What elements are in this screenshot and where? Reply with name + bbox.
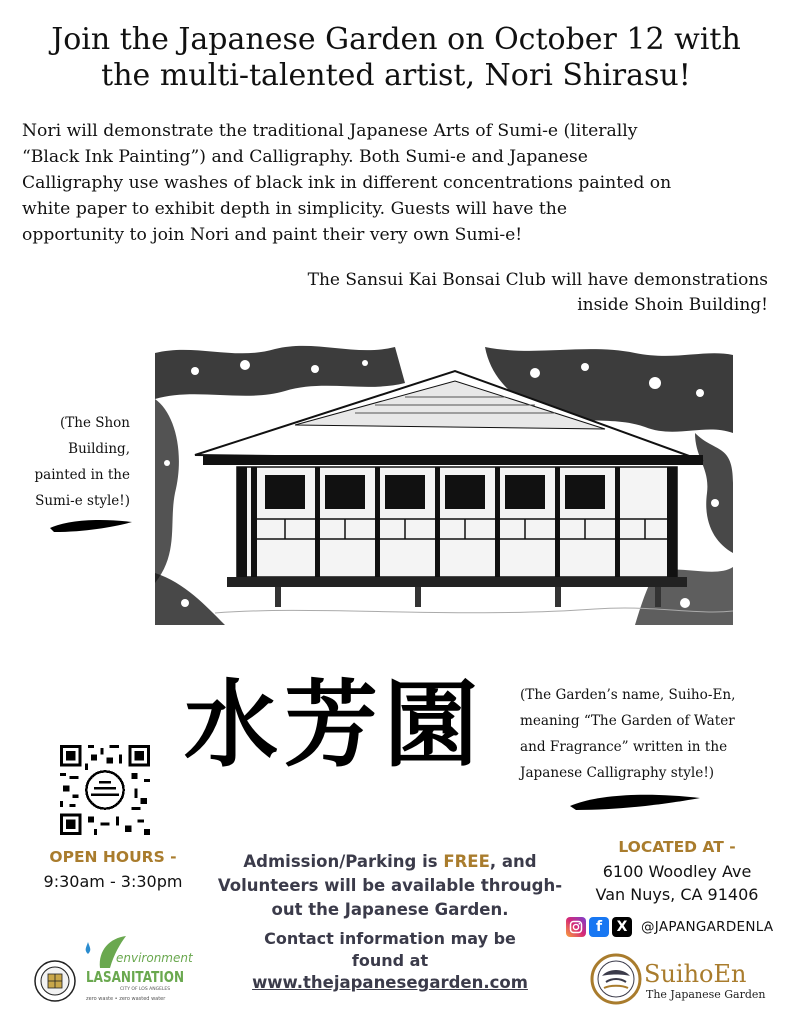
contact-line: found at [351,951,429,970]
address-line: Van Nuys, CA 91406 [595,885,759,904]
bonsai-line: inside Shoin Building! [577,295,768,315]
address-line: 6100 Woodley Ave [602,862,752,881]
caption-line: Building, [68,441,130,457]
shoin-building-illustration [155,343,733,625]
calligraphy-caption [520,682,780,786]
illustration-caption [30,410,130,514]
city-seal-logo [34,960,76,1002]
caption-line: (The Shon [59,415,130,431]
contact-line: Contact information may be [264,929,516,948]
contact-info [210,928,570,972]
free-highlight: FREE [443,852,490,871]
admission-line: out the Japanese Garden. [271,900,509,919]
caption-line: meaning “The Garden of Water [520,713,735,729]
caption-line: and Fragrance” written in the [520,739,728,755]
suihoen-calligraphy: 水芳園 [184,670,485,780]
lasan-environment-text: environment [116,951,193,965]
brush-stroke-decoration [568,790,702,814]
intro-line: Calligraphy use washes of black ink in different concentrations painted on [22,173,672,193]
admission-info [210,850,570,922]
suihoen-logo [590,952,780,1006]
address [582,860,772,906]
title-line-2: the multi-talented artist, Nori Shirasu! [101,58,691,93]
admission-prefix: Admission/Parking is [243,852,444,871]
instagram-icon[interactable] [566,917,586,937]
caption-line: Japanese Calligraphy style!) [520,765,715,781]
caption-line: painted in the [34,467,130,483]
brush-stroke-decoration [48,514,134,536]
lasan-tagline: zero waste • zero wasted water [86,996,166,1002]
la-sanitation-logo [80,932,193,1006]
website-link[interactable]: www.thejapanesegarden.com [252,973,528,992]
admission-suffix: , and [489,852,537,871]
caption-line: (The Garden’s name, Suiho-En, [520,687,736,703]
x-icon[interactable]: X [612,917,632,937]
location-label: LOCATED AT - [618,838,736,856]
page-title [0,22,792,94]
bonsai-line: The Sansui Kai Bonsai Club will have demonstrations [307,270,768,290]
caption-line: Sumi-e style!) [35,493,130,509]
admission-line [210,850,570,874]
intro-line: opportunity to join Nori and paint their very own Sumi-e! [22,225,523,245]
suihoen-sub: The Japanese Garden [646,988,766,1001]
intro-line: “Black Ink Painting”) and Calligraphy. Both Sumi-e and Japanese [22,147,588,167]
open-hours-label: OPEN HOURS - [49,848,177,866]
intro-paragraph [22,118,722,248]
lasan-city-text: CITY OF LOS ANGELES [120,987,171,992]
open-hours-value: 9:30am - 3:30pm [43,872,183,891]
social-handles [566,915,781,939]
suihoen-name: SuihoEn [644,960,747,988]
bonsai-note [248,268,768,318]
lasan-main-text: LASANITATION [86,968,184,986]
social-handle[interactable]: @JAPANGARDENLA [641,919,774,935]
qr-code[interactable] [60,745,150,835]
admission-line: Volunteers will be available through- [217,876,563,895]
intro-line: white paper to exhibit depth in simplicity. Guests will have the [22,199,568,219]
intro-line: Nori will demonstrate the traditional Japanese Arts of Sumi-e (literally [22,121,638,141]
title-line-1: Join the Japanese Garden on October 12 with [51,22,741,57]
facebook-icon[interactable]: f [589,917,609,937]
